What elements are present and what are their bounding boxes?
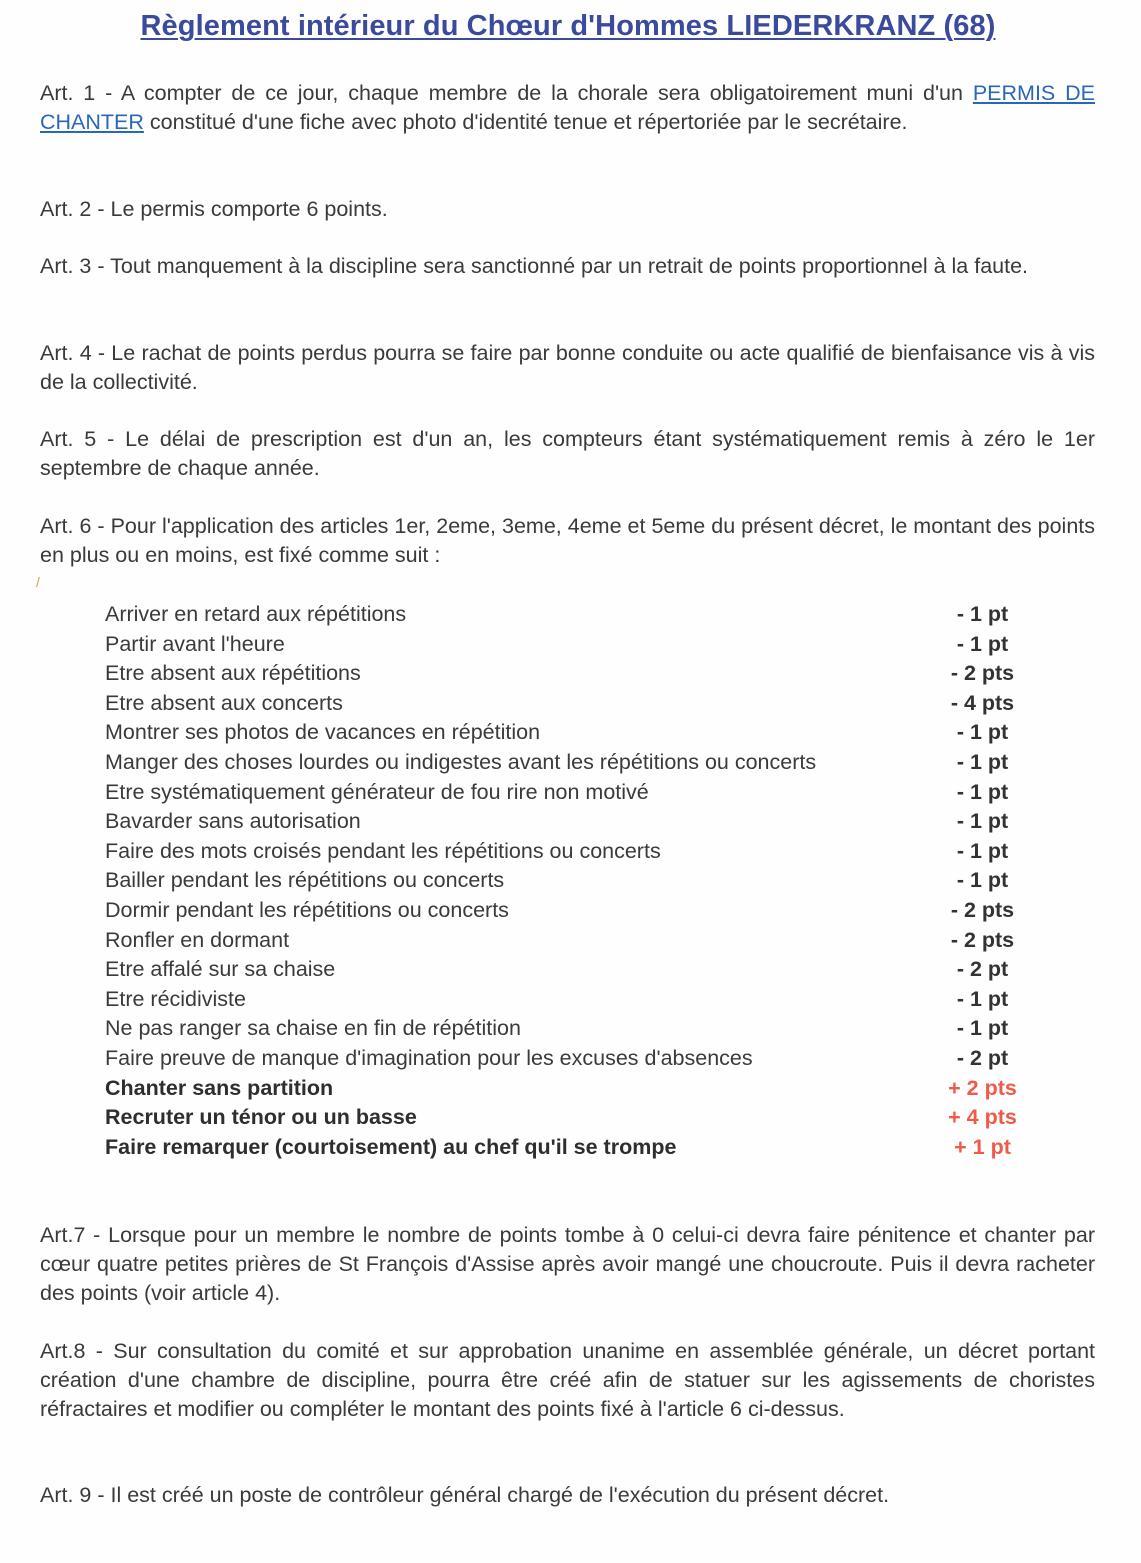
bonus-rule-label: Chanter sans partition (105, 1075, 334, 1100)
points-table (105, 600, 1020, 1162)
rule-row (105, 807, 1020, 837)
rule-row (105, 659, 1020, 689)
rule-points: - 1 pt (956, 631, 1009, 656)
article-5-prefix: Art. 5 - (40, 427, 126, 451)
rule-points: - 1 pt (956, 809, 1009, 834)
article-8-prefix: Art.8 - (40, 1339, 114, 1363)
article-9-prefix: Art. 9 - (40, 1483, 111, 1507)
article-5-text: Le délai de prescription est d'un an, les compteurs étant systématiquement remis à zéro le 1er septembre de chaque année. (40, 427, 1095, 480)
rule-points: - 1 pt (956, 986, 1009, 1011)
rule-row (105, 718, 1020, 748)
rule-label: Etre absent aux concerts (105, 690, 343, 715)
article-1-text-after: constitué d'une fiche avec photo d'identité tenue et répertoriée par le secrétaire. (143, 110, 908, 134)
article-2-prefix: Art. 2 - (40, 197, 111, 221)
rule-label: Etre affalé sur sa chaise (105, 957, 336, 982)
rule-points: - 1 pt (956, 602, 1009, 626)
rule-points: - 2 pt (956, 1045, 1009, 1070)
rule-row (105, 1014, 1020, 1044)
rule-label: Montrer ses photos de vacances en répétition (105, 720, 541, 745)
article-2 (40, 195, 1095, 224)
rule-row (105, 1044, 1020, 1074)
rule-points: - 1 pt (956, 749, 1009, 774)
scan-mark: / (36, 574, 40, 590)
article-4-prefix: Art. 4 - (40, 341, 112, 365)
rule-row (105, 985, 1020, 1015)
article-7-prefix: Art.7 - (40, 1223, 109, 1247)
article-8 (40, 1337, 1095, 1424)
article-4-text: Le rachat de points perdus pourra se faire par bonne conduite ou acte qualifié de bienfaisance vis à vis de la collectivité. (40, 341, 1095, 394)
rule-label: Manger des choses lourdes ou indigestes avant les répétitions ou concerts (105, 749, 817, 774)
rule-points: - 1 pt (956, 1016, 1009, 1041)
bonus-rule-points: + 2 pts (948, 1075, 1017, 1100)
article-1-text-before: A compter de ce jour, chaque membre de la chorale sera obligatoirement muni d'un (120, 81, 973, 105)
article-6-prefix: Art. 6 - (40, 514, 111, 538)
rule-points: - 1 pt (956, 868, 1009, 893)
article-5 (40, 425, 1095, 483)
rule-row (105, 955, 1020, 985)
rule-points: - 2 pts (950, 897, 1015, 922)
rule-points: - 1 pt (956, 779, 1009, 804)
rule-label: Etre absent aux répétitions (105, 661, 361, 686)
rule-points: - 2 pts (950, 661, 1015, 686)
rule-points: - 1 pt (956, 720, 1009, 745)
bonus-rule-label: Recruter un ténor ou un basse (105, 1105, 417, 1130)
rule-label: Dormir pendant les répétitions ou concerts (105, 897, 509, 922)
rule-row (105, 630, 1020, 660)
rule-row (105, 837, 1020, 867)
article-7 (40, 1221, 1095, 1308)
article-4 (40, 339, 1095, 397)
rule-label: Arriver en retard aux répétitions (105, 602, 407, 626)
rule-points: - 2 pt (956, 957, 1009, 982)
rule-row (105, 896, 1020, 926)
rule-label: Bailler pendant les répétitions ou concerts (105, 868, 505, 893)
rule-row (105, 926, 1020, 956)
article-9 (40, 1481, 1095, 1510)
rule-points: - 2 pts (950, 927, 1015, 952)
rule-label: Ronfler en dormant (105, 927, 290, 952)
article-9-text: Il est créé un poste de contrôleur général chargé de l'exécution du présent décret. (110, 1483, 890, 1507)
rule-row (105, 689, 1020, 719)
rule-label: Etre récidiviste (105, 986, 246, 1011)
rule-row (105, 600, 1020, 630)
rule-label: Ne pas ranger sa chaise en fin de répétition (105, 1016, 521, 1041)
article-3-text: Tout manquement à la discipline sera sanctionné par un retrait de points proportionnel à la faute. (110, 254, 1029, 278)
article-6-text: Pour l'application des articles 1er, 2eme, 3eme, 4eme et 5eme du présent décret, le montant des points en plus ou en moins, est fixé comme suit : (40, 514, 1096, 567)
article-8-text: Sur consultation du comité et sur approbation unanime en assemblée générale, un décret portant création d'une chambre de discipline, pourra être créé afin de statuer sur les agissements de choristes réfractaires et modifier ou compléter le montant des points fixé à l'article 6 ci-dessus. (40, 1339, 1095, 1421)
page-title: Règlement intérieur du Chœur d'Hommes LIEDERKRANZ (68) (140, 10, 996, 42)
bonus-rule-row (105, 1133, 1020, 1163)
article-2-text: Le permis comporte 6 points. (110, 197, 388, 221)
article-1 (40, 79, 1095, 137)
article-6 (40, 512, 1095, 570)
rule-points: - 4 pts (950, 690, 1015, 715)
rule-label: Partir avant l'heure (105, 631, 285, 656)
permis-de-chanter-highlight: PERMIS DE CHANTER (40, 81, 1095, 134)
article-1-prefix: Art. 1 - (40, 81, 121, 105)
rule-label: Faire preuve de manque d'imagination pour les excuses d'absences (105, 1045, 753, 1070)
rule-row (105, 866, 1020, 896)
rule-row (105, 778, 1020, 808)
article-7-text: Lorsque pour un membre le nombre de points tombe à 0 celui-ci devra faire pénitence et chanter par cœur quatre petites prières de St François d'Assise après avoir mangé une choucroute. Puis il devra racheter des points (voir article 4). (40, 1223, 1095, 1305)
bonus-rule-points: + 1 pt (954, 1134, 1011, 1159)
bonus-rule-label: Faire remarquer (courtoisement) au chef qu'il se trompe (105, 1134, 677, 1159)
rule-label: Etre systématiquement générateur de fou rire non motivé (105, 779, 649, 804)
rule-points: - 1 pt (956, 838, 1009, 863)
rule-label: Faire des mots croisés pendant les répétitions ou concerts (105, 838, 661, 863)
article-3-prefix: Art. 3 - (40, 254, 111, 278)
bonus-rule-row (105, 1103, 1020, 1133)
bonus-rule-row (105, 1074, 1020, 1104)
article-3 (40, 252, 1095, 281)
rule-label: Bavarder sans autorisation (105, 809, 361, 834)
rule-row (105, 748, 1020, 778)
bonus-rule-points: + 4 pts (948, 1105, 1017, 1130)
